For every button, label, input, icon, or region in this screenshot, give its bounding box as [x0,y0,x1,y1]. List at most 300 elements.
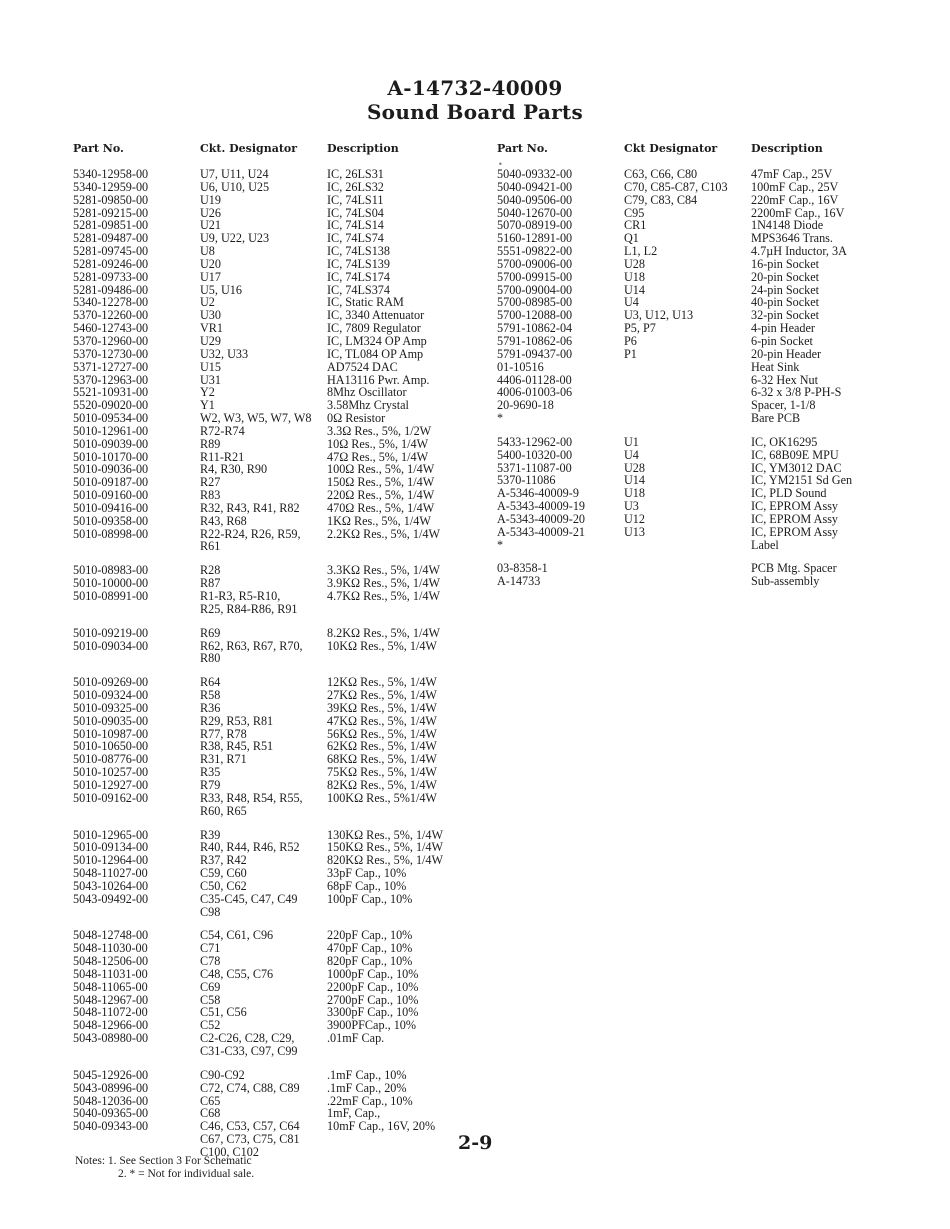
circuit-designator: R39 [200,827,221,842]
circuit-designator: R89 [200,436,221,451]
part-number: 5010-10257-00 [73,765,149,780]
table-row [73,689,443,702]
table-row [73,1133,443,1146]
part-number: 5791-10862-04 [497,321,573,336]
table-row [73,515,443,528]
table-row [497,449,852,462]
circuit-designator: R28 [200,563,221,578]
part-number: 5045-12926-00 [73,1067,149,1082]
description: 130KΩ Res., 5%, 1/4W [327,827,444,842]
table-row [497,526,852,539]
circuit-designator: C90-C92 [200,1067,245,1082]
circuit-designator: Y1 [200,398,215,413]
circuit-designator: U28 [624,256,645,271]
part-number: A-5343-40009-21 [497,524,586,539]
description: 40-pin Socket [751,295,820,310]
description: 47mF Cap., 25V [751,167,833,181]
part-number: 5010-09035-00 [73,713,149,728]
circuit-designator: C79, C83, C84 [624,192,698,207]
circuit-designator: C95 [624,205,645,220]
circuit-designator [624,386,751,399]
part-number: 5010-08998-00 [73,526,149,541]
table-row [497,348,852,361]
circuit-designator: U32, U33 [200,346,249,361]
circuit-designator: R4, R30, R90 [200,462,268,477]
part-number: 5010-09269-00 [73,675,149,690]
part-number [73,805,200,818]
description: 3.3Ω Res., 5%, 1/2W [327,423,432,438]
table-row [497,258,852,271]
circuit-designator: U9, U22, U23 [200,231,270,246]
circuit-designator: R79 [200,777,221,792]
circuit-designator: C59, C60 [200,866,247,881]
circuit-designator: U26 [200,205,221,220]
part-number: 5010-10650-00 [73,739,149,754]
circuit-designator: R36 [200,700,221,715]
description: 1KΩ Res., 5%, 1/4W [327,513,431,528]
part-number: 5010-09534-00 [73,411,149,426]
description: 220mF Cap., 16V [751,192,839,207]
circuit-designator: Y2 [200,385,215,400]
part-number: 5700-09006-00 [497,256,573,271]
description: 470pF Cap., 10% [327,941,413,956]
circuit-designator [624,539,751,552]
part-number [73,603,200,616]
circuit-designator: C68 [200,1106,221,1121]
circuit-designator: R25, R84-R86, R91 [200,601,298,616]
table-row [497,335,852,348]
description: 3900PFCap., 10% [327,1018,417,1033]
part-number: 5010-09039-00 [73,436,149,451]
part-number: 5043-09492-00 [73,891,149,906]
table-row [73,181,443,194]
part-number: A-5346-40009-9 [497,486,579,501]
circuit-designator: U5, U16 [200,282,242,297]
table-row [73,271,443,284]
part-number: 5048-11027-00 [73,866,148,881]
circuit-designator: U6, U10, U25 [200,179,270,194]
description: 47KΩ Res., 5%, 1/4W [327,713,437,728]
description: IC, LM324 OP Amp [327,333,427,348]
table-row [73,438,443,451]
right-header-description: Description [751,142,823,155]
circuit-designator: U1 [624,434,639,449]
description: IC, YM3012 DAC [751,460,842,475]
circuit-designator: R77, R78 [200,726,247,741]
table-row [73,590,443,603]
circuit-designator: R58 [200,688,221,703]
circuit-designator: U14 [624,473,645,488]
part-number: 5010-09187-00 [73,475,149,490]
description: 68KΩ Res., 5%, 1/4W [327,752,437,767]
part-number: 5700-09004-00 [497,282,573,297]
circuit-designator: U3, U12, U13 [624,308,694,323]
part-number: 5043-08980-00 [73,1031,149,1046]
circuit-designator: C54, C61, C96 [200,928,274,943]
circuit-designator: R37, R42 [200,853,247,868]
description: 20-pin Socket [751,269,820,284]
description: Heat Sink [751,359,800,374]
part-number: 5551-09822-00 [497,244,573,259]
part-number: 5520-09020-00 [73,398,149,413]
part-number [73,1045,200,1058]
circuit-designator [624,361,751,374]
part-number: 5010-09134-00 [73,840,149,855]
table-row [73,955,443,968]
circuit-designator: U29 [200,333,221,348]
part-number: 5700-12088-00 [497,308,573,323]
circuit-designator: R11-R21 [200,449,245,464]
table-row [73,805,443,818]
circuit-designator: U19 [200,192,221,207]
table-row [73,792,443,805]
part-number: 5791-10862-06 [497,333,573,348]
circuit-designator: P1 [624,346,637,361]
circuit-designator: R35 [200,765,221,780]
circuit-designator: U3 [624,499,639,514]
part-number: A-5343-40009-20 [497,511,586,526]
circuit-designator: U15 [200,359,221,374]
table-row [73,981,443,994]
description: IC, TL084 OP Amp [327,346,424,361]
table-row [497,168,852,181]
table-row [497,436,852,449]
circuit-designator: R80 [200,651,221,666]
part-number: 5070-08919-00 [497,218,573,233]
description: 3.3KΩ Res., 5%, 1/4W [327,563,440,578]
description: 2200pF Cap., 10% [327,979,419,994]
circuit-designator: R43, R68 [200,513,247,528]
circuit-designator [624,562,751,575]
description: 8Mhz Oscillator [327,385,407,400]
part-number: 5010-09325-00 [73,700,149,715]
description: Label [751,537,779,552]
part-number: 5010-10000-00 [73,576,149,591]
left-header-part-no: Part No. [73,142,124,155]
description: 10KΩ Res., 5%, 1/4W [327,638,437,653]
description: IC, 74LS374 [327,282,390,297]
table-row [73,867,443,880]
part-number: 5281-09851-00 [73,218,149,233]
table-row [73,245,443,258]
circuit-designator: R64 [200,675,221,690]
circuit-designator: R1-R3, R5-R10, [200,589,281,603]
table-row [497,271,852,284]
part-number: 5521-10931-00 [73,385,149,400]
part-number: 5370-12960-00 [73,333,149,348]
table-row [73,1069,443,1082]
part-number: 01-10516 [497,359,544,374]
part-number: 5010-08776-00 [73,752,149,767]
part-number: 4006-01003-06 [497,385,573,400]
description: Spacer, 1-1/8 [751,398,816,413]
circuit-designator: R22-R24, R26, R59, [200,526,301,541]
circuit-designator: C98 [200,904,221,919]
part-number: * [497,537,504,552]
circuit-designator: C78 [200,954,221,969]
part-number: 5010-09034-00 [73,638,149,653]
notes [75,1155,254,1181]
part-number: 5010-09036-00 [73,462,149,477]
description: MPS3646 Trans. [751,231,833,246]
description: 24-pin Socket [751,282,820,297]
circuit-designator: P6 [624,333,637,348]
description: 20-pin Header [751,346,822,361]
part-number: 5040-09332-00 [497,167,573,181]
table-row [497,575,852,588]
description: IC, 74LS74 [327,231,384,246]
part-number: 5281-09745-00 [73,244,149,259]
description: IC, 3340 Attenuator [327,308,425,323]
document-title: Sound Board Parts [366,100,584,124]
circuit-designator [624,575,751,588]
description: IC, 74LS04 [327,205,384,220]
table-row [73,880,443,893]
table-row [73,258,443,271]
note-line-1: Notes: 1. See Section 3 For Schematic [75,1155,252,1167]
table-row [73,627,443,640]
description: 6-32 x 3/8 P-PH-S [751,385,842,400]
circuit-designator: W2, W3, W5, W7, W8 [200,411,312,426]
description: 470Ω Res., 5%, 1/4W [327,500,435,515]
table-row [497,500,852,513]
description: IC, EPROM Assy [751,511,839,526]
circuit-designator: R32, R43, R41, R82 [200,500,300,515]
part-number: 5340-12958-00 [73,167,149,181]
table-row [73,540,443,553]
left-header-designator: Ckt. Designator [200,142,298,155]
part-number: 5040-12670-00 [497,205,573,220]
description: 220Ω Res., 5%, 1/4W [327,488,435,503]
description: IC, 26LS32 [327,179,384,194]
part-number: 5010-10987-00 [73,726,149,741]
description: IC, 26LS31 [327,167,384,181]
table-row [73,335,443,348]
part-number: 5048-12966-00 [73,1018,149,1033]
part-number: 5370-12963-00 [73,372,149,387]
part-number: 5700-08985-00 [497,295,573,310]
table-row [73,968,443,981]
table-row [497,412,852,425]
part-number [73,652,200,665]
circuit-designator: R31, R71 [200,752,247,767]
circuit-designator: C70, C85-C87, C103 [624,179,728,194]
description: 150KΩ Res., 5%, 1/4W [327,840,444,855]
description: IC, PLD Sound [751,486,827,501]
description: IC, 74LS138 [327,244,390,259]
circuit-designator: R83 [200,488,221,503]
description: Sub-assembly [751,574,820,589]
part-number: 5791-09437-00 [497,346,573,361]
table-row [73,640,443,653]
part-number: 5370-12260-00 [73,308,149,323]
circuit-designator: U4 [624,295,639,310]
description: 2700pF Cap., 10% [327,992,419,1007]
circuit-designator: C31-C33, C97, C99 [200,1044,298,1058]
description: Bare PCB [751,411,801,426]
part-number: 5043-08996-00 [73,1080,149,1095]
description: .22mF Cap., 10% [327,1093,413,1108]
circuit-designator: U8 [200,244,215,259]
circuit-designator: C100, C102 [200,1144,259,1159]
circuit-designator: R62, R63, R67, R70, [200,638,303,653]
circuit-designator: C46, C53, C57, C64 [200,1119,300,1134]
part-number: 5048-12036-00 [73,1093,149,1108]
description: IC, 68B09E MPU [751,447,839,462]
circuit-designator: R29, R53, R81 [200,713,274,728]
description: IC, 74LS11 [327,192,384,207]
part-number: 5281-09246-00 [73,256,149,271]
description: 3.58Mhz Crystal [327,398,409,413]
part-number: 5048-12967-00 [73,992,149,1007]
table-row [497,361,852,374]
description: 3300pF Cap., 10% [327,1005,419,1020]
circuit-designator: U13 [624,524,645,539]
part-number: 5010-09324-00 [73,688,149,703]
description: 100pF Cap., 10% [327,891,413,906]
part-number: 5010-10170-00 [73,449,149,464]
circuit-designator: U18 [624,269,645,284]
table-row [73,1045,443,1058]
description: 12KΩ Res., 5%, 1/4W [327,675,437,690]
description: 2.2KΩ Res., 5%, 1/4W [327,526,440,541]
part-number: 5010-12965-00 [73,827,149,842]
part-number: 5281-09215-00 [73,205,149,220]
description: 6-32 Hex Nut [751,372,819,387]
description: 16-pin Socket [751,256,820,271]
circuit-designator: C58 [200,992,221,1007]
circuit-designator [624,374,751,387]
part-number: 5010-09416-00 [73,500,149,515]
circuit-designator: C35-C45, C47, C49 [200,891,298,906]
description: 82KΩ Res., 5%, 1/4W [327,777,437,792]
part-number: 5010-12927-00 [73,777,149,792]
table-row [73,348,443,361]
circuit-designator: VR1 [200,321,224,336]
description: IC, YM2151 Sd Gen [751,473,853,488]
part-number [73,1133,200,1146]
part-number: 5281-09850-00 [73,192,149,207]
circuit-designator: U31 [200,372,221,387]
circuit-designator: U7, U11, U24 [200,167,269,181]
circuit-designator: C63, C66, C80 [624,167,698,181]
circuit-designator: C72, C74, C88, C89 [200,1080,300,1095]
part-number: * [497,411,504,426]
description: IC, 74LS139 [327,256,390,271]
part-number: A-5343-40009-19 [497,499,586,514]
table-row [73,528,443,541]
description: 75KΩ Res., 5%, 1/4W [327,765,437,780]
circuit-designator: U2 [200,295,215,310]
description: AD7524 DAC [327,359,398,374]
circuit-designator: C50, C62 [200,878,247,893]
description: 0Ω Resistor [327,411,386,426]
part-number [73,540,200,553]
table-row [73,702,443,715]
part-number: 5371-11087-00 [497,460,572,475]
table-row [73,194,443,207]
part-number: A-14733 [497,574,541,589]
part-number: 03-8358-1 [497,561,548,576]
part-number: 5040-09421-00 [497,179,573,194]
speck-mark: • [498,160,503,169]
description: 10Ω Res., 5%, 1/4W [327,436,429,451]
description: IC, EPROM Assy [751,499,839,514]
circuit-designator: U20 [200,256,221,271]
circuit-designator: U12 [624,511,645,526]
part-number [73,906,200,919]
description: 32-pin Socket [751,308,820,323]
circuit-designator: U14 [624,282,645,297]
part-number: 5281-09487-00 [73,231,149,246]
description: 4-pin Header [751,321,815,336]
document-number: A-14732-40009 [387,76,563,100]
description: 27KΩ Res., 5%, 1/4W [327,688,437,703]
right-header-part-no: Part No. [497,142,548,155]
circuit-designator: L1, L2 [624,244,658,259]
description: .01mF Cap. [327,1031,385,1046]
table-row [73,893,443,906]
table-row [73,603,443,616]
description: 8.2KΩ Res., 5%, 1/4W [327,625,440,640]
circuit-designator [624,399,751,412]
circuit-designator: R40, R44, R46, R52 [200,840,300,855]
part-number: 5340-12278-00 [73,295,149,310]
description: 1mF, Cap., [327,1106,381,1121]
description: 10mF Cap., 16V, 20% [327,1119,436,1134]
circuit-designator: R27 [200,475,221,490]
description: 100Ω Res., 5%, 1/4W [327,462,435,477]
description: 6-pin Socket [751,333,813,348]
circuit-designator: C51, C56 [200,1005,247,1020]
circuit-designator: C48, C55, C76 [200,966,274,981]
table-row [497,245,852,258]
table-row [73,412,443,425]
description: 150Ω Res., 5%, 1/4W [327,475,435,490]
right-parts-table [497,168,852,588]
description: 220pF Cap., 10% [327,928,413,943]
part-number: 5370-12730-00 [73,346,149,361]
description: 3.9KΩ Res., 5%, 1/4W [327,576,440,591]
description: 39KΩ Res., 5%, 1/4W [327,700,437,715]
table-row [73,168,443,181]
part-number: 5040-09506-00 [497,192,573,207]
part-number: 5010-09160-00 [73,488,149,503]
circuit-designator: CR1 [624,218,647,233]
table-row [497,513,852,526]
circuit-designator: P5, P7 [624,321,656,336]
left-parts-table [73,168,443,1159]
circuit-designator: R69 [200,625,221,640]
part-number: 5370-11086 [497,473,556,488]
part-number: 5048-11072-00 [73,1005,148,1020]
left-header-description: Description [327,142,399,155]
description: .1mF Cap., 20% [327,1080,407,1095]
table-row [497,539,852,552]
description: 68pF Cap., 10% [327,878,407,893]
part-number: 5048-11031-00 [73,966,148,981]
circuit-designator: Q1 [624,231,639,246]
part-number: 5010-08991-00 [73,589,149,603]
description: 4.7µH Inductor, 3A [751,244,847,259]
table-row [73,906,443,919]
description: 100mF Cap., 25V [751,179,839,194]
description: IC, 7809 Regulator [327,321,421,336]
part-number: 5700-09915-00 [497,269,573,284]
circuit-designator: C69 [200,979,221,994]
description: 820KΩ Res., 5%, 1/4W [327,853,444,868]
part-number: 5010-09219-00 [73,625,149,640]
